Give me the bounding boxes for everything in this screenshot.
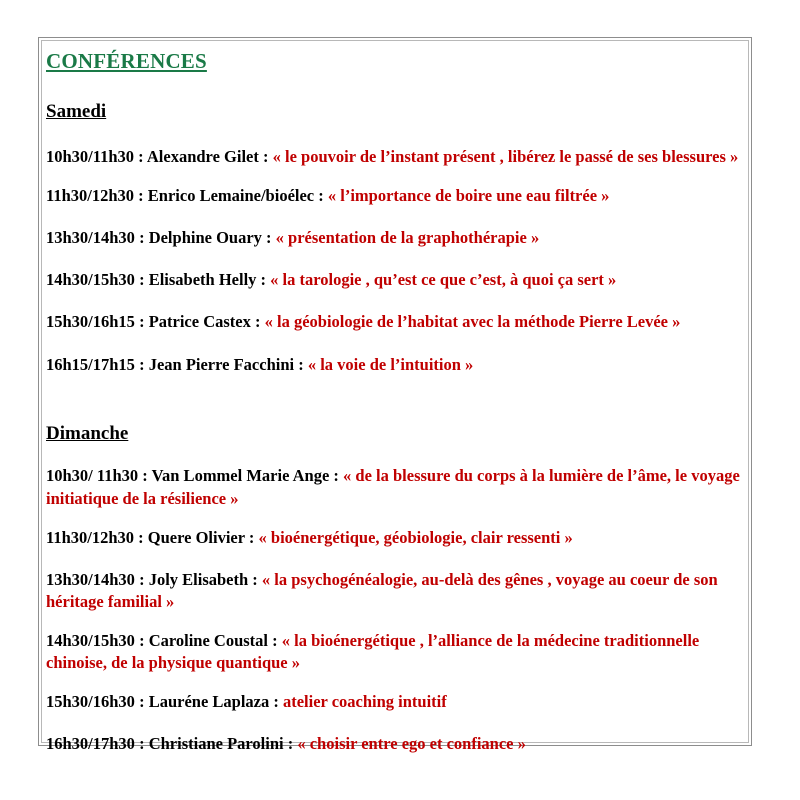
entry-topic: « l’importance de boire une eau filtrée » — [327, 186, 610, 206]
spacer — [46, 124, 741, 146]
entry-separator: : — [244, 527, 259, 547]
entry-separator: : — [250, 312, 265, 332]
spacer — [46, 376, 741, 422]
entry-timeslot: 14h30/15h30 — [46, 270, 135, 290]
entry-topic: « la tarologie , qu’est ce que c’est, à quoi ça sert » — [270, 270, 617, 290]
entry-timeslot: 10h30/ 11h30 — [46, 466, 139, 486]
conference-entry — [46, 527, 741, 549]
conference-entry — [46, 269, 741, 291]
entry-topic: « de la blessure du corps à la lumière de l’âme, le voyage initiatique de la résilience » — [46, 466, 740, 508]
day-heading-samedi: Samedi — [46, 101, 107, 123]
entry-topic: « la voie de l’intuition » — [307, 354, 474, 374]
spacer — [46, 249, 741, 269]
entry-timeslot: 14h30/15h30 — [46, 630, 135, 650]
entry-separator: : — [134, 270, 149, 290]
conference-entry — [46, 311, 741, 333]
entry-timeslot: 16h30/17h30 — [46, 734, 135, 754]
page-title: CONFÉRENCES — [46, 49, 207, 73]
entry-separator: : — [134, 630, 149, 650]
conference-entry — [46, 185, 741, 207]
conference-entry — [46, 465, 741, 509]
entry-timeslot: 11h30/12h30 — [46, 186, 135, 206]
conference-entry — [46, 691, 741, 713]
entry-speaker: Patrice Castex — [148, 312, 251, 332]
conference-entry — [46, 146, 741, 168]
conference-program-frame — [38, 37, 752, 754]
entry-timeslot: 11h30/12h30 — [46, 527, 135, 547]
entry-separator: : — [268, 630, 282, 650]
entry-separator: : — [134, 228, 149, 248]
entry-speaker: Delphine Ouary — [148, 228, 262, 248]
conference-entry — [46, 630, 741, 674]
conference-entry — [46, 227, 741, 249]
entry-separator: : — [134, 354, 149, 374]
entry-topic: « bioénergétique, géobiologie, clair ressenti » — [258, 527, 573, 547]
entry-speaker: Jean Pierre Facchini — [148, 354, 295, 374]
spacer — [46, 613, 741, 630]
entry-topic: « le pouvoir de l’instant présent , libérez le passé de ses blessures » — [272, 147, 739, 166]
entry-topic: « présentation de la graphothérapie » — [275, 228, 540, 248]
entry-speaker: Van Lommel Marie Ange — [151, 466, 330, 486]
conference-entry — [46, 569, 741, 613]
entry-separator: : — [314, 186, 328, 206]
entry-separator: : — [294, 354, 308, 374]
entry-topic: « la bioénergétique , l’alliance de la médecine traditionnelle chinoise, de la physique quantique » — [46, 630, 700, 673]
entry-separator: : — [269, 692, 283, 712]
entry-topic: atelier coaching intuitif — [282, 692, 447, 712]
entry-separator: : — [134, 734, 149, 754]
entry-topic: « la géobiologie de l’habitat avec la méthode Pierre Levée » — [264, 312, 681, 332]
entry-separator: : — [134, 186, 148, 206]
spacer — [46, 168, 741, 185]
entry-separator: : — [134, 692, 149, 712]
entry-speaker: Enrico Lemaine/bioélec — [147, 186, 315, 206]
entry-speaker: Lauréne Laplaza — [148, 692, 270, 712]
spacer — [46, 207, 741, 227]
entry-topic: « la psychogénéalogie, au-delà des gênes , voyage au coeur de son héritage familial » — [46, 569, 718, 611]
entry-separator: : — [329, 466, 344, 486]
entry-speaker: Joly Elisabeth — [148, 569, 249, 589]
entry-speaker: Alexandre Gilet — [146, 147, 259, 166]
entry-speaker: Elisabeth Helly — [148, 270, 257, 290]
entry-separator: : — [258, 147, 273, 166]
spacer — [46, 549, 741, 569]
spacer — [46, 291, 741, 311]
entry-timeslot: 16h15/17h15 — [46, 354, 135, 374]
entry-timeslot: 13h30/14h30 — [46, 228, 135, 248]
entry-separator: : — [248, 569, 262, 589]
entry-separator: : — [256, 270, 271, 290]
entry-separator: : — [134, 527, 148, 547]
entry-separator: : — [261, 228, 276, 248]
entry-separator: : — [283, 734, 298, 754]
entry-timeslot: 15h30/16h15 — [46, 312, 135, 332]
entry-timeslot: 13h30/14h30 — [46, 569, 135, 589]
conference-entry — [46, 733, 741, 755]
conference-entry — [46, 354, 741, 376]
entry-timeslot: 10h30/11h30 — [46, 147, 135, 166]
entry-topic: « choisir entre ego et confiance » — [297, 734, 526, 754]
entry-speaker: Quere Olivier — [147, 527, 245, 547]
spacer — [46, 74, 741, 100]
entry-timeslot: 15h30/16h30 — [46, 692, 135, 712]
entry-separator: : — [134, 312, 149, 332]
program-content — [39, 38, 751, 755]
spacer — [46, 713, 741, 733]
entry-speaker: Christiane Parolini — [148, 734, 284, 754]
spacer — [46, 334, 741, 354]
day-heading-dimanche: Dimanche — [46, 422, 129, 444]
spacer — [46, 674, 741, 691]
entry-speaker: Caroline Coustal — [148, 630, 269, 650]
spacer — [46, 445, 741, 465]
entry-separator: : — [134, 147, 147, 166]
spacer — [46, 510, 741, 527]
entry-separator: : — [134, 569, 149, 589]
entry-separator: : — [138, 466, 152, 486]
